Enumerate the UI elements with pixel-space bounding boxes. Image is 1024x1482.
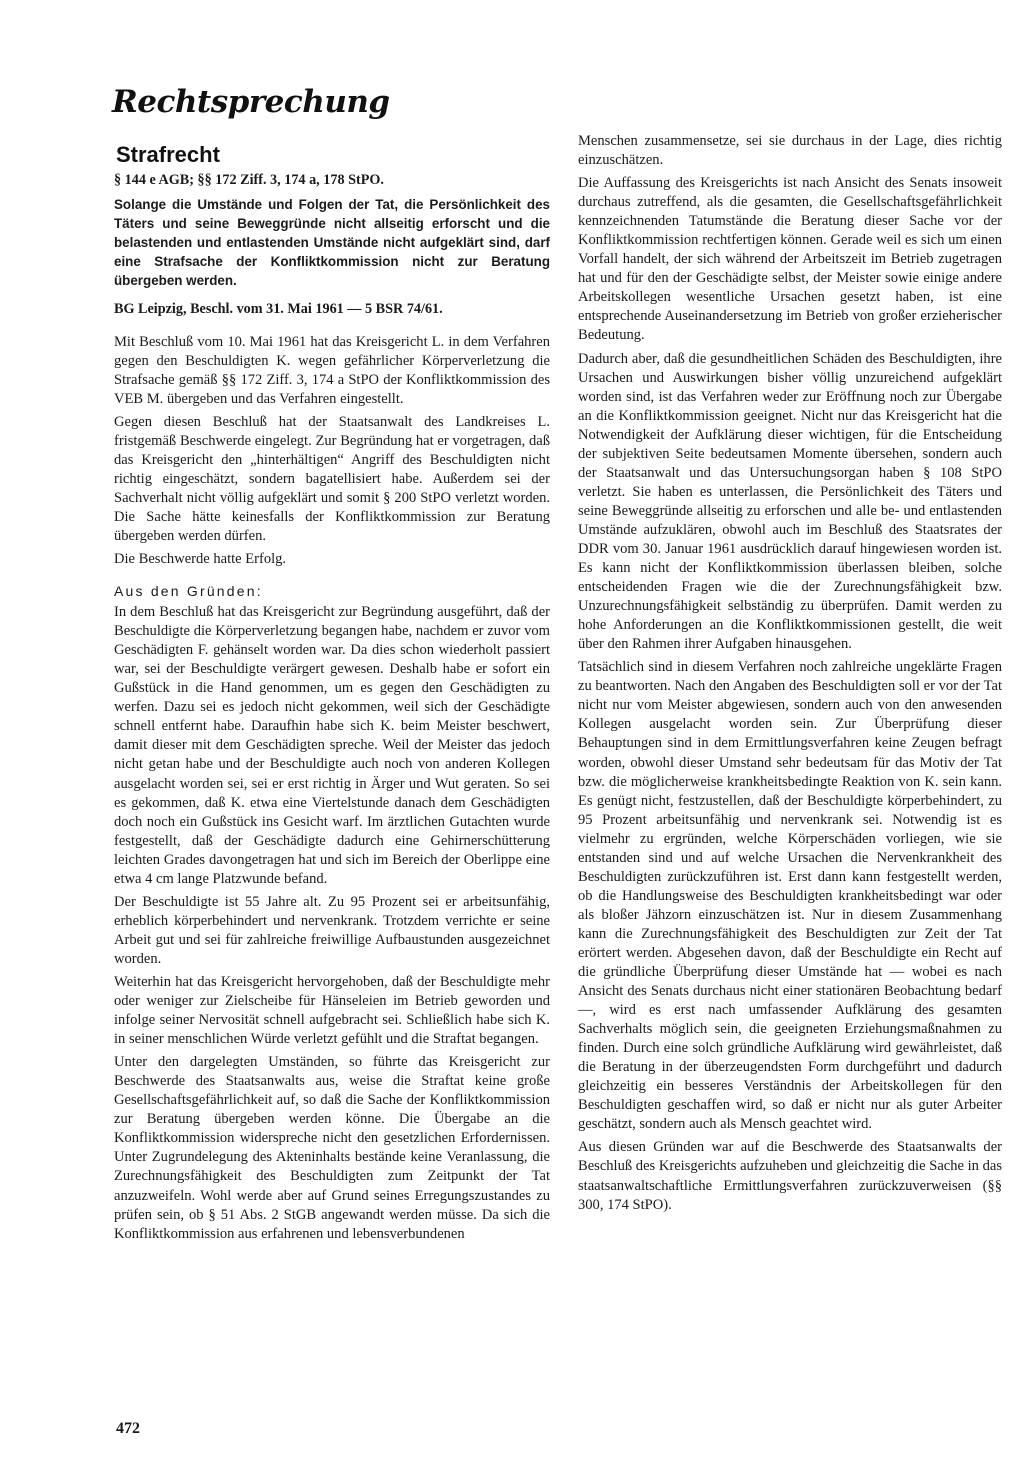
paragraph: Die Auffassung des Kreisgerichts ist nach Ansicht des Senats insoweit durchaus zutreffend, als die gesamten, die Gesellschaftsgefährlichkeit kennzeichnenden Tatumstände die Beratung dieser Sache vor der Konfliktkommission rechtfertigen können. Gerade weil es sich um einen Vorfall handelt, der sich während der Arbeitszeit im Betrieb zugetragen hat und für den der Geschädigte selbst, der Meister sowie einige andere Arbeitskollegen wesentliche Ursachen gesetzt haben, ist eine entsprechende Auseinandersetzung im Betrieb von großer erzieherischer Bedeutung. (578, 175, 1002, 344)
paragraph: Gegen diesen Beschluß hat der Staatsanwalt des Landkreises L. fristgemäß Beschwerde eingelegt. Zur Begründung hat er vorgetragen, daß das Kreisgericht den „hinterhältigen“ Angriff des Beschuldigten nicht richtig eingeschätzt, sondern bagatellisiert habe. Außerdem sei der Sachverhalt nicht völlig aufgeklärt und somit § 200 StPO verletzt worden. Die Sache hätte keinesfalls der Konfliktkommission zur Beratung übergeben werden dürfen. (114, 413, 550, 544)
paragraph: Menschen zusammensetze, sei sie durchaus in der Lage, dies richtig einzuschätzen. (578, 133, 1002, 169)
court-reference: BG Leipzig, Beschl. vom 31. Mai 1961 — 5 BSR 74/61. (114, 300, 443, 317)
reasons-heading: Aus den Gründen: (114, 583, 263, 600)
page-heading: Rechtsprechung (112, 84, 390, 120)
paragraph: Die Beschwerde hatte Erfolg. (114, 551, 287, 568)
paragraph: Mit Beschluß vom 10. Mai 1961 hat das Kreisgericht L. in dem Verfahren gegen den Beschuldigten K. wegen gefährlicher Körperverletzung die Strafsache gemäß §§ 172 Ziff. 3, 174 a StPO der Konfliktkommission des VEB M. übergeben und das Verfahren eingestellt. (114, 333, 550, 407)
paragraph: Aus diesen Gründen war auf die Beschwerde des Staatsanwalts der Beschluß des Kreisgerichts aufzuheben und gleichzeitig die Sache in das staatsanwaltschaftliche Ermittlungsverfahren zurückzuverweisen (§§ 300, 174 StPO). (578, 1139, 1002, 1213)
section-title: Strafrecht (116, 142, 220, 167)
paragraph: Unter den dargelegten Umständen, so führte das Kreisgericht zur Beschwerde des Staatsanwalts aus, weise die Straftat keine große Gesellschaftsgefährlichkeit auf, so daß die Sache der Konfliktkommission zur Beratung übergeben werden könne. Die Übergabe an die Konfliktkommission widerspreche nicht den gesetzlichen Erfordernissen. Unter Zugrundelegung des Akteninhalts bestände keine Veranlassung, die Zurechnungsfähigkeit des Beschuldigten zum Zeitpunkt der Tat anzuzweifeln. Wohl werde aber auf Grund seines Erregungszustandes zu prüfen sein, ob § 51 Abs. 2 StGB angewandt werden müsse. Da sich die Konfliktkommission aus erfahrenen und lebensverbundenen (114, 1054, 550, 1242)
headnote: Solange die Umstände und Folgen der Tat, die Persönlichkeit des Täters und seine Beweggründe nicht allseitig erforscht und die belastenden und entlastenden Umstände nicht aufgeklärt sind, darf eine Strafsache der Konfliktkommission nicht zur Beratung übergeben werden. (114, 197, 550, 288)
paragraph: Tatsächlich sind in diesem Verfahren noch zahlreiche ungeklärte Fragen zu beantworten. Nach den Angaben des Beschuldigten soll er vor der Tat nicht nur vom Meister abgewiesen, sondern auch von den anwesenden Kollegen ausgelacht worden sein. Zur Überprüfung dieser Behauptungen sind in dem Ermittlungsverfahren keine Zeugen befragt worden, obwohl dieser Umstand sehr bedeutsam für das Motiv der Tat bzw. die möglicherweise krankheitsbedingte Reaktion von K. sein kann. Es genügt nicht, festzustellen, daß der Beschuldigte körperbehindert, zu 95 Prozent arbeitsunfähig und nervenkrank sei. Notwendig ist es vielmehr zu ergründen, welche Körperschäden vorliegen, wie sie entstanden sind und auf welche Ursachen die Nervenkrankheit des Beschuldigten zurückzuführen ist. Erst dann kann festgestellt werden, ob die Handlungsweise des Beschuldigten krankheitsbedingt war oder als bloßer Jähzorn einzuschätzen ist. Nur in diesem Zusammenhang kann die Zurechnungsfähigkeit des Beschuldigten zur Zeit der Tat erörtert werden. Abgesehen davon, daß der Beschuldigte ein Recht auf die gründliche Überprüfung dieser Umstände hat — wobei es nach Ansicht des Senats durchaus nicht einer stationären Beobachtung bedarf —, wird es erst nach umfassender Aufklärung des gesamten Sachverhalts möglich sein, die geeigneten Erziehungsmaßnahmen zu finden. Durch eine solch gründliche Aufklärung wird gewährleistet, daß die Beratung in der überzeugendsten Form durchgeführt und dadurch gleichzeitig ein besseres Verständnis der Arbeitskollegen für den Beschuldigten geschaffen wird, so daß er nicht nur als guter Arbeiter geschätzt, sondern auch als Mensch geachtet wird. (578, 659, 1002, 1133)
paragraph: Der Beschuldigte ist 55 Jahre alt. Zu 95 Prozent sei er arbeitsunfähig, erheblich körperbehindert und nervenkrank. Trotzdem verrichte er seine Arbeit gut und sei für zahlreiche freiwillige Aufbaustunden ausgezeichnet worden. (114, 893, 550, 967)
paragraph: Weiterhin hat das Kreisgericht hervorgehoben, daß der Beschuldigte mehr oder weniger zur Zielscheibe für Hänseleien im Betrieb geworden und infolge seiner Nervosität schnell aufgebracht sei. Schließlich habe sich K. in seiner menschlichen Würde verletzt gefühlt und die Straftat begangen. (114, 973, 550, 1048)
paragraph: In dem Beschluß hat das Kreisgericht zur Begründung ausgeführt, daß der Beschuldigte die Körperverletzung begangen habe, nachdem er zuvor vom Geschädigten F. gehänselt worden war. Da dies schon wiederholt passiert war, sei der Beschuldigte verärgert gewesen. Deshalb habe er sofort ein Gußstück in die Hand genommen, um es gegen den Geschädigten zu werfen. Dazu sei es jedoch nicht gekommen, weil sich der Geschädigte schnell entfernt habe. Daraufhin habe sich K. beim Meister beschwert, damit dieser mit dem Geschädigten spreche. Weil der Meister das jedoch nicht getan habe und der Beschuldigte auch noch von anderen Kollegen ausgelacht worden sei, sei er erst richtig in Ärger und Wut geraten. So sei es gekommen, daß K. etwa eine Viertelstunde danach dem Geschädigten doch noch ein Gußstück ins Gesicht warf. Im ärztlichen Gutachten wurde festgestellt, daß der Geschädigte dadurch eine Gehirnerschütterung leichten Grades davongetragen hat und sich im Bereich der Oberlippe eine etwa 4 cm lange Platzwunde befand. (114, 604, 550, 887)
page-number: 472 (116, 1420, 140, 1437)
legal-citation: § 144 e AGB; §§ 172 Ziff. 3, 174 a, 178 StPO. (114, 172, 384, 188)
paragraph: Dadurch aber, daß die gesundheitlichen Schäden des Beschuldigten, ihre Ursachen und Auswirkungen bisher völlig unzureichend aufgeklärt worden sind, ist das Verfahren weder zur Eröffnung noch zur Übergabe an die Konfliktkommission geeignet. Nicht nur das Kreisgericht hat die Notwendigkeit der Aufklärung dieser wichtigen, für die Entscheidung der subjektiven Seite bedeutsamen Momente übersehen, sondern auch der Staatsanwalt und das Untersuchungsorgan haben § 108 StPO verletzt. Sie haben es unterlassen, die Persönlichkeit des Täters und seine Beweggründe allseitig zu erforschen und alle be- und entlastenden Umstände aufzuklären, obwohl auch im Beschluß des Staatsrates der DDR vom 30. Januar 1961 ausdrücklich darauf hingewiesen worden ist. Es kann nicht der Konfliktkommission überlassen bleiben, solche entscheidenden Fragen wie die der Zurechnungsfähigkeit bzw. Unzurechnungsfähigkeit selbständig zu überprüfen. Damit werden zu hohe Anforderungen an die Konfliktkommissionen gestellt, die weit über den Rahmen ihrer Aufgaben hinausgehen. (578, 350, 1002, 653)
